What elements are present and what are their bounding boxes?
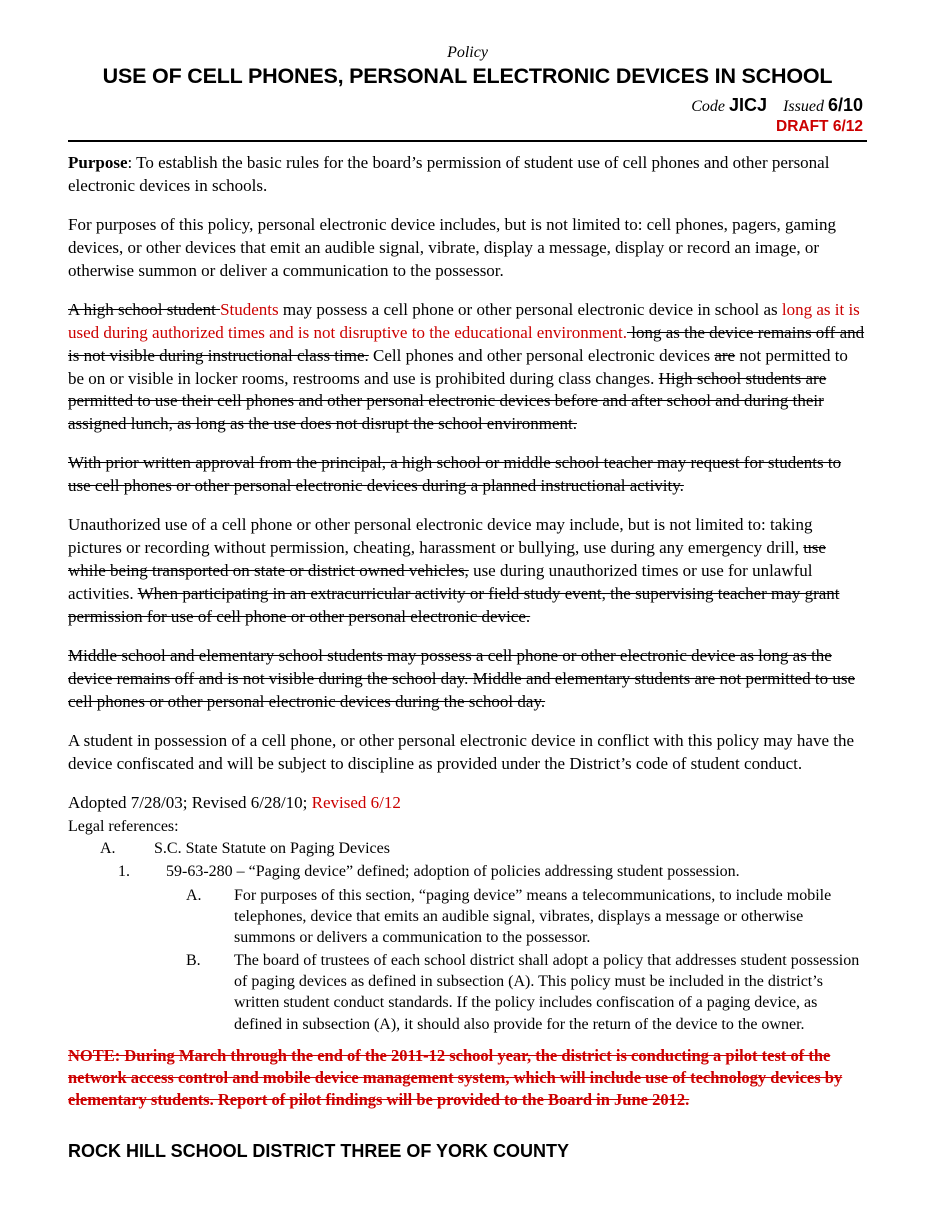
legal-item-a1b: [68, 950, 867, 1034]
issued-label: Issued: [783, 98, 824, 115]
header-divider: [68, 140, 867, 142]
district-footer: ROCK HILL SCHOOL DISTRICT THREE OF YORK COUNTY: [68, 1141, 570, 1162]
code-value: JICJ: [729, 95, 768, 115]
draft-stamp: DRAFT 6/12: [776, 118, 863, 135]
adopted-line: [68, 792, 867, 815]
prior-approval-paragraph: [68, 452, 867, 498]
struck-high-school-use: High school students are permitted to use their cell phones and other personal electronic devices before and after school and during their assigned lunch, as long as the use does not disrupt the school environment.: [68, 368, 827, 434]
legal-item-a: [68, 839, 867, 860]
possession-text-2: Cell phones and other personal electronic devices: [368, 345, 715, 365]
legal-item-a-text: S.C. State Statute on Paging Devices: [154, 840, 390, 858]
legal-item-a1: [68, 862, 867, 883]
possession-paragraph: [68, 299, 867, 437]
code-label: Code: [691, 98, 726, 115]
possession-text-1: may possess a cell phone or other personal electronic device in school as: [278, 299, 782, 319]
legal-item-a-marker: A.: [100, 840, 116, 858]
legal-item-a1a: [68, 885, 867, 948]
purpose-text: : To establish the basic rules for the board’s permission of student use of cell phones and other personal electronic devices in schools.: [68, 153, 830, 195]
possession-text-3: not permitted to be on or visible in locker rooms, restrooms and use is prohibited during class changes.: [68, 345, 848, 388]
legal-item-a1b-marker: B.: [186, 952, 201, 970]
struck-prior-approval: With prior written approval from the principal, a high school or middle school teacher may request for students to use cell phones or other personal electronic devices during a planned instructional activity.: [68, 453, 842, 496]
inserted-students: Students: [220, 299, 279, 319]
revised-red: Revised 6/12: [311, 792, 401, 812]
purpose-paragraph: [68, 152, 867, 198]
page-title: USE OF CELL PHONES, PERSONAL ELECTRONIC DEVICES IN SCHOOL: [102, 64, 833, 88]
struck-text-a-high-school-student: A high school student: [68, 299, 221, 319]
legal-item-a1a-text: For purposes of this section, “paging device” means a telecommunications, to include mobile telephones, device that emits an audible signal, vibrates, displays a message or otherwise summons or delivers a communication to the possessor.: [234, 886, 832, 947]
struck-are: are: [714, 345, 736, 365]
policy-kicker: Policy: [447, 44, 488, 61]
inserted-authorized-times: long as it is used during authorized times and is not disruptive to the educational environment.: [68, 299, 860, 342]
purpose-label: Purpose: [68, 153, 128, 172]
struck-extracurricular: When participating in an extracurricular activity or field study event, the supervising teacher may grant permission for use of cell phone or other personal electronic device.: [68, 584, 840, 626]
middle-elementary-paragraph: [68, 645, 867, 714]
unauthorized-text-1: Unauthorized use of a cell phone or other personal electronic device may include, but is not limited to: taking pictures or recording without permission, cheating, harassment or bullying, use during any emergency drill,: [68, 515, 813, 558]
struck-remains-off: long as the device remains off and is not visible during instructional class time.: [68, 322, 865, 365]
adopted-text: Adopted 7/28/03; Revised 6/28/10;: [68, 792, 312, 812]
legal-item-a1a-marker: A.: [186, 886, 202, 904]
issued-value: 6/10: [827, 95, 863, 115]
code-issued-line: [68, 95, 867, 116]
pilot-note: NOTE: During March through the end of the 2011-12 school year, the district is conducting a pilot test of the network access control and mobile device management system, which will include use of technology devices by elementary students. Report of pilot findings will be provided to the Board in June 2012.: [68, 1045, 843, 1110]
legal-references-heading: Legal references:: [68, 817, 179, 835]
struck-transport: use while being transported on state or district owned vehicles,: [68, 538, 826, 581]
legal-item-a1-marker: 1.: [118, 863, 130, 881]
legal-item-a1b-text: The board of trustees of each school district shall adopt a policy that addresses student possession of paging devices as defined in subsection (A). This policy must be included in the district’s written student conduct standards. If the policy includes confiscation of a paging device, as defined in subsection (A), it should also provide for the return of the device to the owner.: [234, 952, 860, 1033]
struck-middle-elementary: Middle school and elementary school students may possess a cell phone or other electronic device as long as the device remains off and is not visible during the school day. Middle and elementary students are not permitted to use cell phones or other personal electronic devices during the school day.: [68, 645, 855, 711]
definition-paragraph: For purposes of this policy, personal electronic device includes, but is not limited to: cell phones, pagers, gaming devices, or other devices that emit an audible signal, vibrate, display a message, display or record an image, or otherwise summon or deliver a communication to the possessor.: [68, 214, 836, 280]
unauthorized-use-paragraph: [68, 514, 867, 629]
unauthorized-text-2: use during unauthorized times or use for unlawful activities.: [68, 561, 813, 603]
legal-item-a1-text: 59-63-280 – “Paging device” defined; adoption of policies addressing student possession.: [166, 863, 740, 881]
confiscation-paragraph: A student in possession of a cell phone, or other personal electronic device in conflict with this policy may have the device confiscated and will be subject to discipline as provided under the District’s code of student conduct.: [68, 730, 855, 773]
